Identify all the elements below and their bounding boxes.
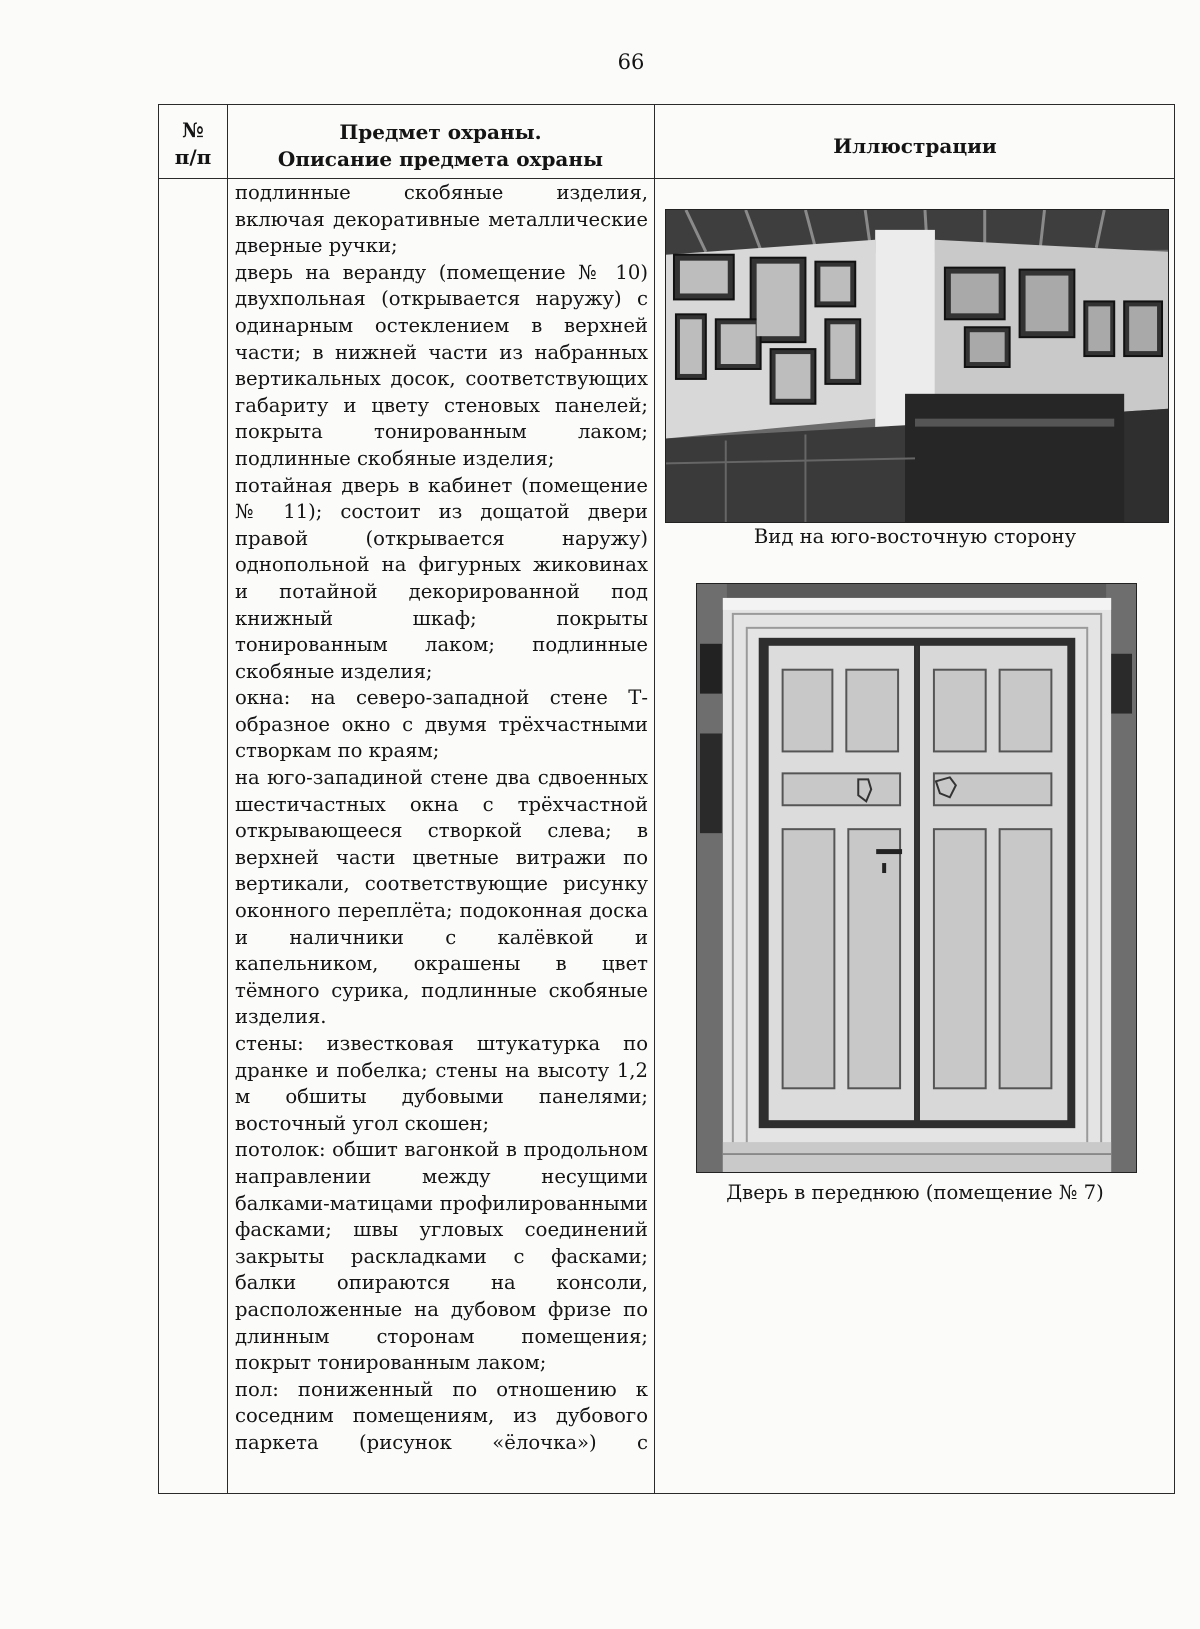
caption-room-photo: Вид на юго-восточную сторону [753,525,1077,548]
header-description [227,119,654,173]
description-paragraph: стены: известковая штукатурка по дранке и побелка; стены на высоту 1,2 м обшиты дубовыми панелями; восточный угол скошен; [235,1032,648,1135]
door-photo [696,583,1137,1173]
page-number: 66 [617,50,645,74]
header-illustrations: Иллюстрации [833,134,997,158]
description-paragraph: подлинные скобяные изделия, включая декоративные металлические дверные ручки; [235,181,648,258]
caption-door-photo: Дверь в переднюю (помещение № 7) [726,1181,1104,1204]
column-divider [227,105,228,1493]
header-description-subtitle: Описание предмета охраны [277,147,604,171]
description-paragraph: на юго-западиной стене два сдвоенных шестичастных окна с трёхчастной открывающееся створкой слева; в верхней части цветные витражи по вертикали, соответствующие рисунку оконного переплёта; подоконная доска и наличники с калёвкой и капельником, окрашены в цвет тёмного сурика, подлинные скобяные изделия. [235,766,648,1029]
header-number-label: п/п [174,145,212,169]
description-paragraph: потайная дверь в кабинет (помещение № 11); состоит из дощатой двери правой (открывается наружу) однопольной на фигурных жиковинах и потайной декорированной под книжный шкаф; покрыты тонированным лаком; подлинные скобяные изделия; [235,473,648,683]
column-divider [654,105,655,1493]
protection-table [158,104,1175,1494]
door-photo-image [697,584,1136,1172]
description-paragraph: пол: пониженный по отношению к соседним помещениям, из дубового паркета (рисунок «ёлочка») с [235,1377,648,1454]
description-paragraph: потолок: обшит вагонкой в продольном направлении между несущими балками-матицами профилированными фасками; швы угловых соединений закрыты раскладками с фасками; балки опираются на консоли, расположенные на дубовом фризе по длинным сторонам помещения; покрыт тонированным лаком; [235,1138,648,1375]
header-divider [159,178,1174,179]
description-paragraph: окна: на северо-западной стене Т-образное окно с двумя трёхчастными створкам по краям; [235,686,648,763]
room-photo-image [666,210,1168,522]
description-paragraph: дверь на веранду (помещение № 10) двухпольная (открывается наружу) с одинарным остеклением в верхней части; в нижней части из набранных вертикальных досок, соответствующих габариту и цвету стеновых панелей; покрыта тонированным лаком; подлинные скобяные изделия; [235,260,648,470]
header-number-symbol: № [182,118,204,142]
room-southeast-photo [665,209,1169,523]
header-description-title: Предмет охраны. [339,120,542,144]
header-number [159,117,227,171]
description-cell [235,180,648,1457]
